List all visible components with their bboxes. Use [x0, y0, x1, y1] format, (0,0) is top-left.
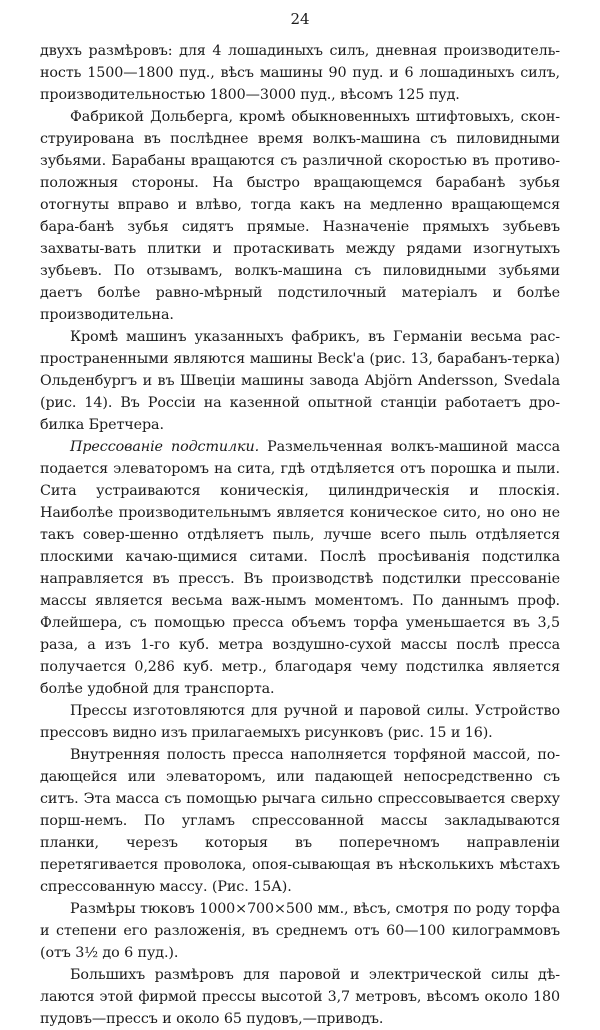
paragraph-3: Кромѣ машинъ указанныхъ фабрикъ, въ Германіи весьма рас-пространенными являются машины Beck'a (рис. 13, барабанъ-терка) Ольденбургъ и въ Швеціи машины завода Abjörn Andersson, Svedala (рис. 14). Въ Россіи на казенной опытной станціи работаетъ дро-билка Бретчера. [40, 329, 560, 433]
paragraph-6: Внутренняя полость пресса наполняется торфяной массой, по-дающейся или элеваторомъ, или падающей непосредственно съ ситъ. Эта масса съ помощью рычага сильно спрессовывается сверху порш-немъ. По угламъ спрессованной массы закладываются планки, черезъ которыя въ поперечномъ направленіи перетягивается проволока, опоя-сывающая въ нѣсколькихъ мѣстахъ спрессованную массу. (Рис. 15А). [40, 747, 560, 895]
paragraph-4 [40, 436, 560, 700]
paragraph-7: Размѣры тюковъ 1000×700×500 мм., вѣсъ, смотря по роду торфа и степени его разложенія, въ среднемъ отъ 60—100 килограммовъ (отъ 3½ до 6 пуд.). [40, 901, 560, 961]
section-heading: Прессованіе подстилки. [70, 439, 260, 455]
paragraph-8: Большихъ размѣровъ для паровой и электрической силы дѣ-лаются этой фирмой прессы высотой 3,7 метровъ, вѣсомъ около 180 пудовъ—прессъ и около 65 пудовъ,—приводъ. [40, 967, 560, 1027]
paragraph-4-text: Размельченная волкъ-машиной масса подается элеваторомъ на сита, гдѣ отдѣляется отъ порошка и пыли. Сита устраиваются коническія, цилиндрическія и плоскія. Наиболѣе производительнымъ является коническое сито, но оно не такъ совер-шенно отдѣляетъ пыль, лучше всего пыль отдѣляется плоскими качаю-щимися ситами. Послѣ просѣиванія подстилка направляется въ прессъ. Въ производствѣ подстилки прессованіе массы является весьма важ-нымъ моментомъ. По даннымъ проф. Флейшера, съ помощью пресса объемъ торфа уменьшается въ 3,5 раза, а изъ 1-го куб. метра воздушно-сухой массы послѣ пресса получается 0,286 куб. метр., благодаря чему подстилка является болѣе удобной для транспорта. [40, 439, 560, 697]
paragraph-1: двухъ размѣровъ: для 4 лошадиныхъ силъ, дневная производитель-ность 1500—1800 пуд., вѣсъ машины 90 пуд. и 6 лошадиныхъ силъ, производительностью 1800—3000 пуд., вѣсомъ 125 пуд. [40, 43, 560, 103]
paragraph-5: Прессы изготовляются для ручной и паровой силы. Устройство прессовъ видно изъ прилагаемыхъ рисунковъ (рис. 15 и 16). [40, 703, 560, 741]
page-number: 24 [290, 10, 310, 28]
paragraph-2: Фабрикой Дольберга, кромѣ обыкновенныхъ штифтовыхъ, скон-струирована въ послѣднее время волкъ-машина съ пиловидными зубьями. Барабаны вращаются съ различной скоростью въ противо-положныя стороны. На быстро вращающемся барабанѣ зубья отогнуты вправо и влѣво, тогда какъ на медленно вращающемся бара-банѣ зубья сидятъ прямые. Назначеніе прямыхъ зубьевъ захваты-вать плитки и протаскивать между рядами изогнутыхъ зубьевъ. По отзывамъ, волкъ-машина съ пиловидными зубьями даетъ болѣе равно-мѣрный подстилочный матеріалъ и болѣе производительна. [40, 109, 560, 323]
